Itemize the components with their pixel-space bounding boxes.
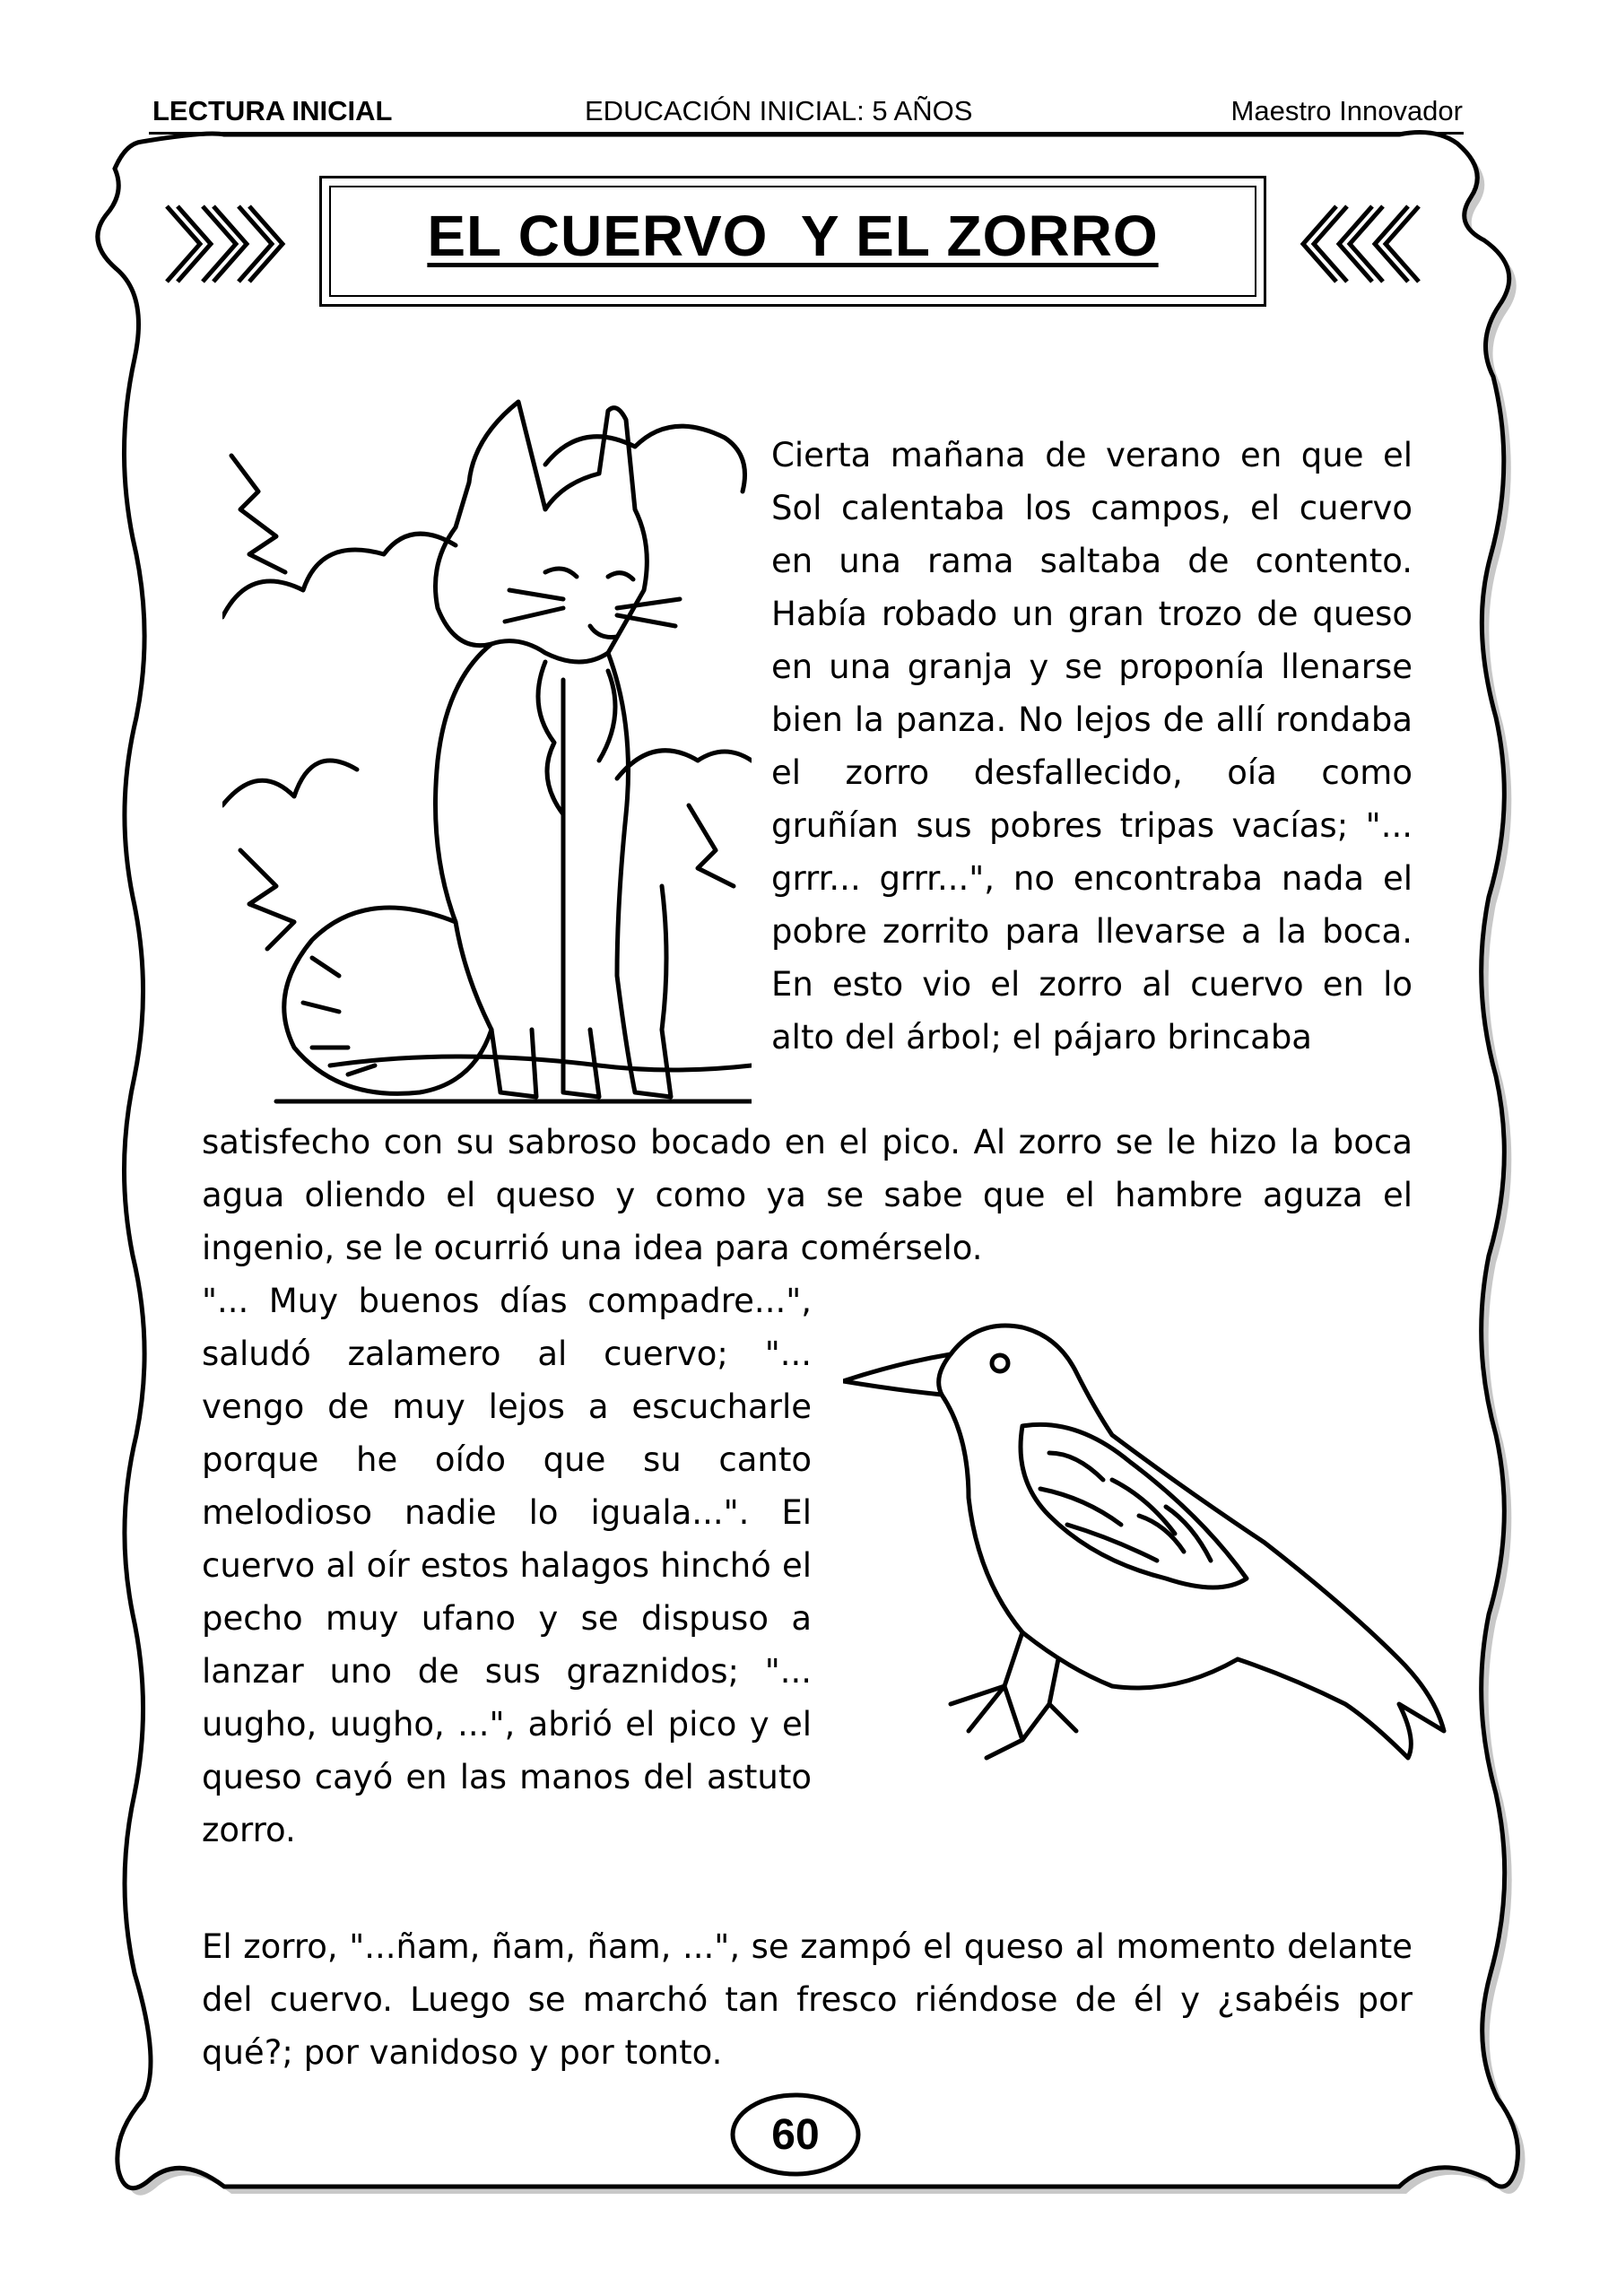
story-paragraph-2: satisfecho con su sabroso bocado en el pico. Al zorro se le hizo la boca agua oliendo el queso y como ya se sabe que el hambre aguza el ingenio, se le ocurrió una idea para comérselo. (202, 1123, 1413, 1267)
story-paragraph-1: Cierta mañana de verano en que el Sol calentaba los campos, el cuervo en una rama saltaba de contento. Había robado un gran trozo de queso en una granja y se proponía llenarse bien la panza. No lejos de allí rondaba el zorro desfallecido, oía como gruñían sus pobres tripas vacías; "... grrr... grrr...", no encontraba nada el pobre zorrito para llevarse a la boca. En esto vio el zorro al cuervo en lo alto del árbol; el pájaro brincaba (771, 436, 1413, 1057)
story-paragraph-3: "... Muy buenos días compadre...", saludó zalamero al cuervo; "... vengo de muy lejos a escucharle porque he oído que su canto melodioso nadie lo iguala...". El cuervo al oír estos halagos hinchó el pecho muy ufano y se dispuso a lanzar uno de sus graznidos; "... uugho, uugho, ...", abrió el pico y el queso cayó en las manos del astuto zorro. (202, 1282, 812, 1849)
fox-illustration (222, 384, 752, 1112)
header-level-label: EDUCACIÓN INICIAL: 5 AÑOS (585, 95, 973, 126)
header-section-label: LECTURA INICIAL (152, 95, 393, 126)
header-brand-label: Maestro Innovador (1230, 95, 1463, 126)
chevrons-left-icon (1278, 199, 1426, 289)
chevrons-right-icon (160, 199, 308, 289)
story-paragraph-4: El zorro, "...ñam, ñam, ñam, ...", se zampó el queso al momento delante del cuervo. Luego se marchó tan fresco riéndose de él y ¿sabéis por qué?; por vanidoso y por tonto. (202, 1927, 1413, 2072)
story-title: EL CUERVO Y EL ZORRO (427, 204, 1159, 268)
page-number: 60 (771, 2110, 820, 2159)
crow-illustration (843, 1309, 1453, 1776)
